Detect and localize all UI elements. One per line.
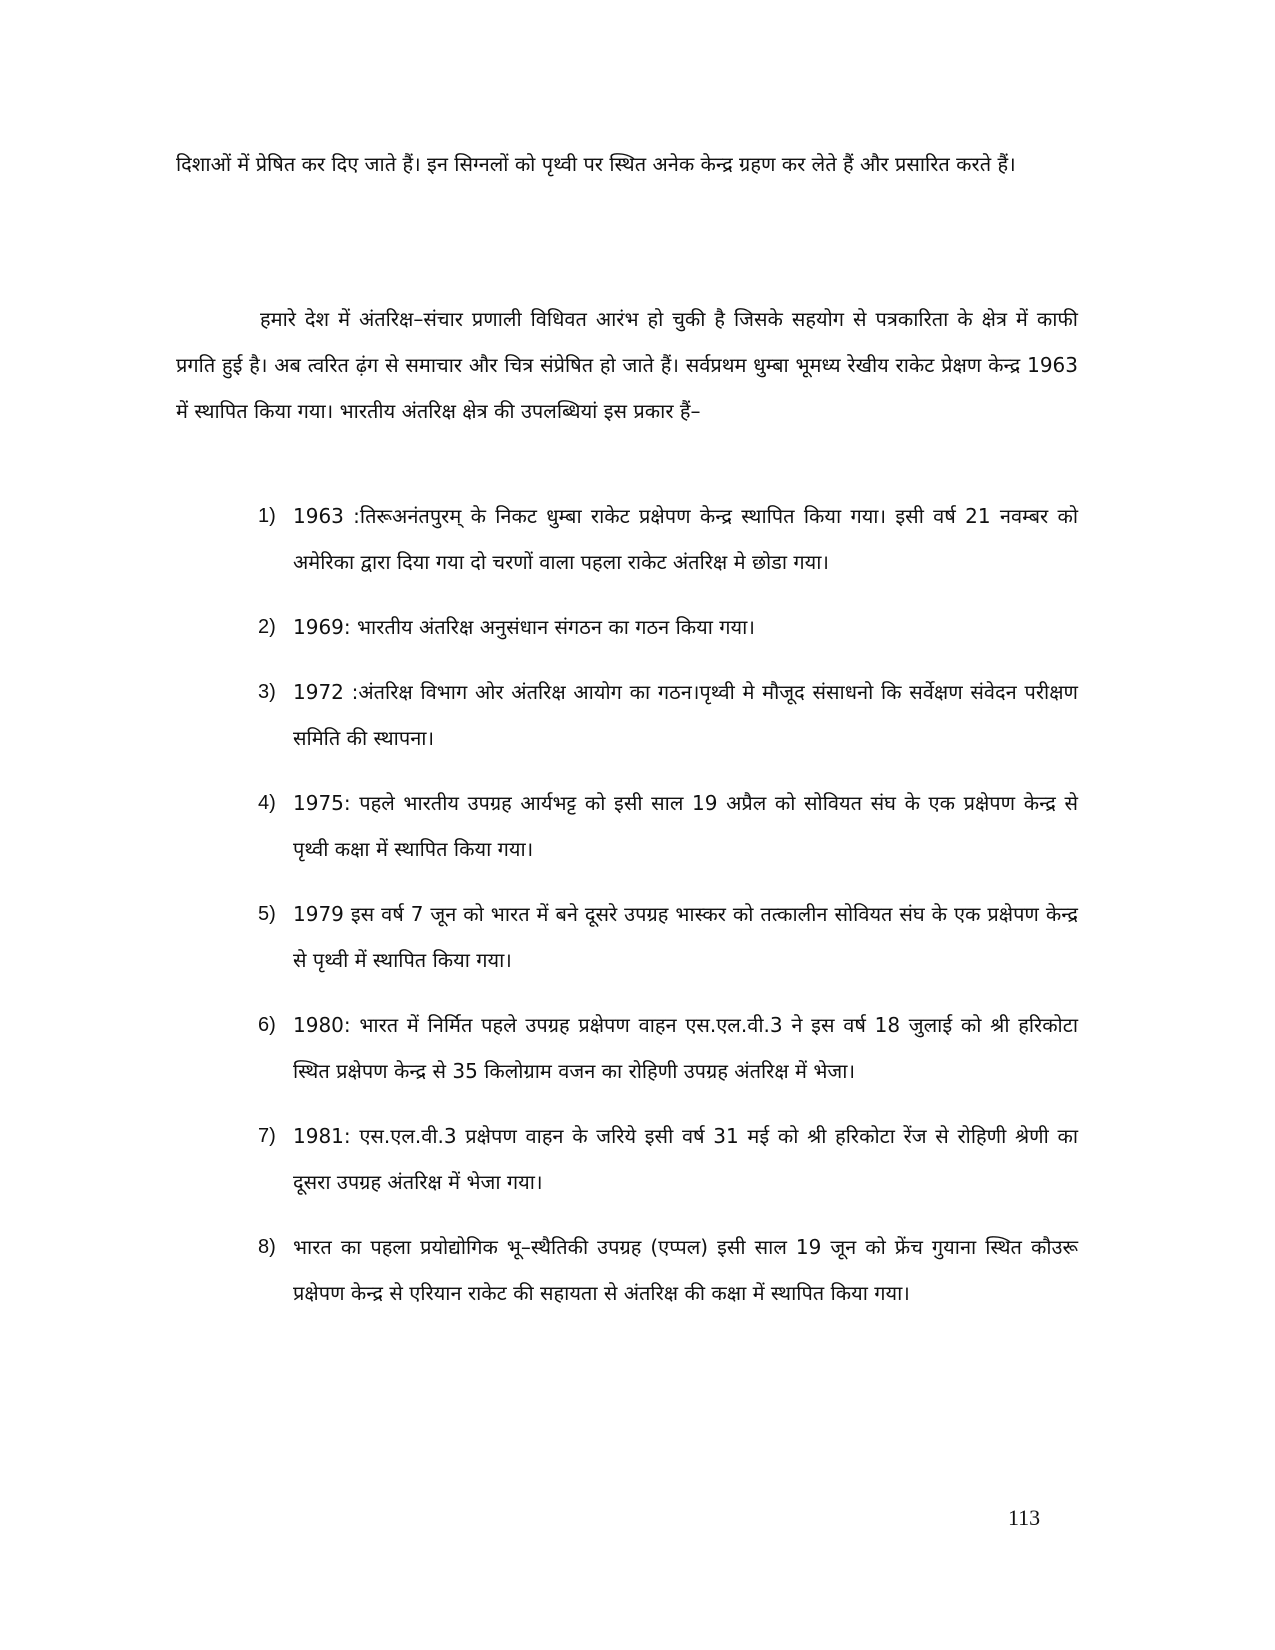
list-item <box>258 669 1078 761</box>
list-item-text: 1980: भारत में निर्मित पहले उपग्रह प्रक्षेपण वाहन एस.एल.वी.3 ने इस वर्ष 18 जुलाई को श्री हरिकोटा स्थित प्रक्षेपण केन्द्र से 35 किलोग्राम वजन का रोहिणी उपग्रह अंतरिक्ष में भेजा। <box>293 1013 1078 1083</box>
achievements-list <box>258 493 1078 1335</box>
list-item-number: 8) <box>258 1236 276 1258</box>
list-item <box>258 1002 1078 1094</box>
list-item-number: 5) <box>258 903 276 925</box>
list-item-number: 1) <box>258 505 276 527</box>
list-item-text: 1975: पहले भारतीय उपग्रह आर्यभट्ट को इसी साल 19 अप्रैल को सोवियत संघ के एक प्रक्षेपण केन्द्र से पृथ्वी कक्षा में स्थापित किया गया। <box>293 791 1078 861</box>
list-item <box>258 493 1078 585</box>
list-item-number: 3) <box>258 681 276 703</box>
list-item <box>258 1224 1078 1316</box>
paragraph-continuation: दिशाओं में प्रेषित कर दिए जाते हैं। इन सिग्नलों को पृथ्वी पर स्थित अनेक केन्द्र ग्रहण कर लेते हैं और प्रसारित करते हैं। <box>176 152 1016 176</box>
list-item <box>258 604 1078 650</box>
paragraph-intro: हमारे देश में अंतरिक्ष–संचार प्रणाली विधिवत आरंभ हो चुकी है जिसके सहयोग से पत्रकारिता के क्षेत्र में काफी प्रगति हुई है। अब त्वरित ढ़ंग से समाचार और चित्र संप्रेषित हो जाते हैं। सर्वप्रथम धुम्बा भूमध्य रेखीय राकेट प्रेक्षण केन्द्र 1963 में स्थापित किया गया। भारतीय अंतरिक्ष क्षेत्र की उपलब्धियां इस प्रकार हैं– <box>176 307 1078 423</box>
list-item <box>258 780 1078 872</box>
list-item-text: 1979 इस वर्ष 7 जून को भारत में बने दूसरे उपग्रह भास्कर को तत्कालीन सोवियत संघ के एक प्रक्षेपण केन्द्र से पृथ्वी में स्थापित किया गया। <box>293 902 1078 972</box>
list-item-number: 6) <box>258 1014 276 1036</box>
list-item-text: भारत का पहला प्रयोद्योगिक भू–स्थैतिकी उपग्रह (एप्पल) इसी साल 19 जून को फ्रेंच गुयाना स्थित कौउरू प्रक्षेपण केन्द्र से एरियान राकेट की सहायता से अंतरिक्ष की कक्षा में स्थापित किया गया। <box>293 1235 1078 1305</box>
list-item-text: 1963 :तिरूअनंतपुरम् के निकट धुम्बा राकेट प्रक्षेपण केन्द्र स्थापित किया गया। इसी वर्ष 21 नवम्बर को अमेरिका द्वारा दिया गया दो चरणों वाला पहला राकेट अंतरिक्ष मे छोडा गया। <box>293 504 1078 574</box>
list-item-number: 7) <box>258 1125 276 1147</box>
list-item <box>258 891 1078 983</box>
list-item-text: 1969: भारतीय अंतरिक्ष अनुसंधान संगठन का गठन किया गया। <box>293 615 755 639</box>
list-item-text: 1972 :अंतरिक्ष विभाग ओर अंतरिक्ष आयोग का गठन।पृथ्वी मे मौजूद संसाधनो कि सर्वेक्षण संवेदन परीक्षण समिति की स्थापना। <box>293 680 1078 750</box>
list-item-number: 2) <box>258 616 276 638</box>
page-number: 113 <box>1008 1505 1041 1530</box>
list-item-number: 4) <box>258 792 276 814</box>
list-item <box>258 1113 1078 1205</box>
list-item-text: 1981: एस.एल.वी.3 प्रक्षेपण वाहन के जरिये इसी वर्ष 31 मई को श्री हरिकोटा रेंज से रोहिणी श्रेणी का दूसरा उपग्रह अंतरिक्ष में भेजा गया। <box>293 1124 1078 1194</box>
